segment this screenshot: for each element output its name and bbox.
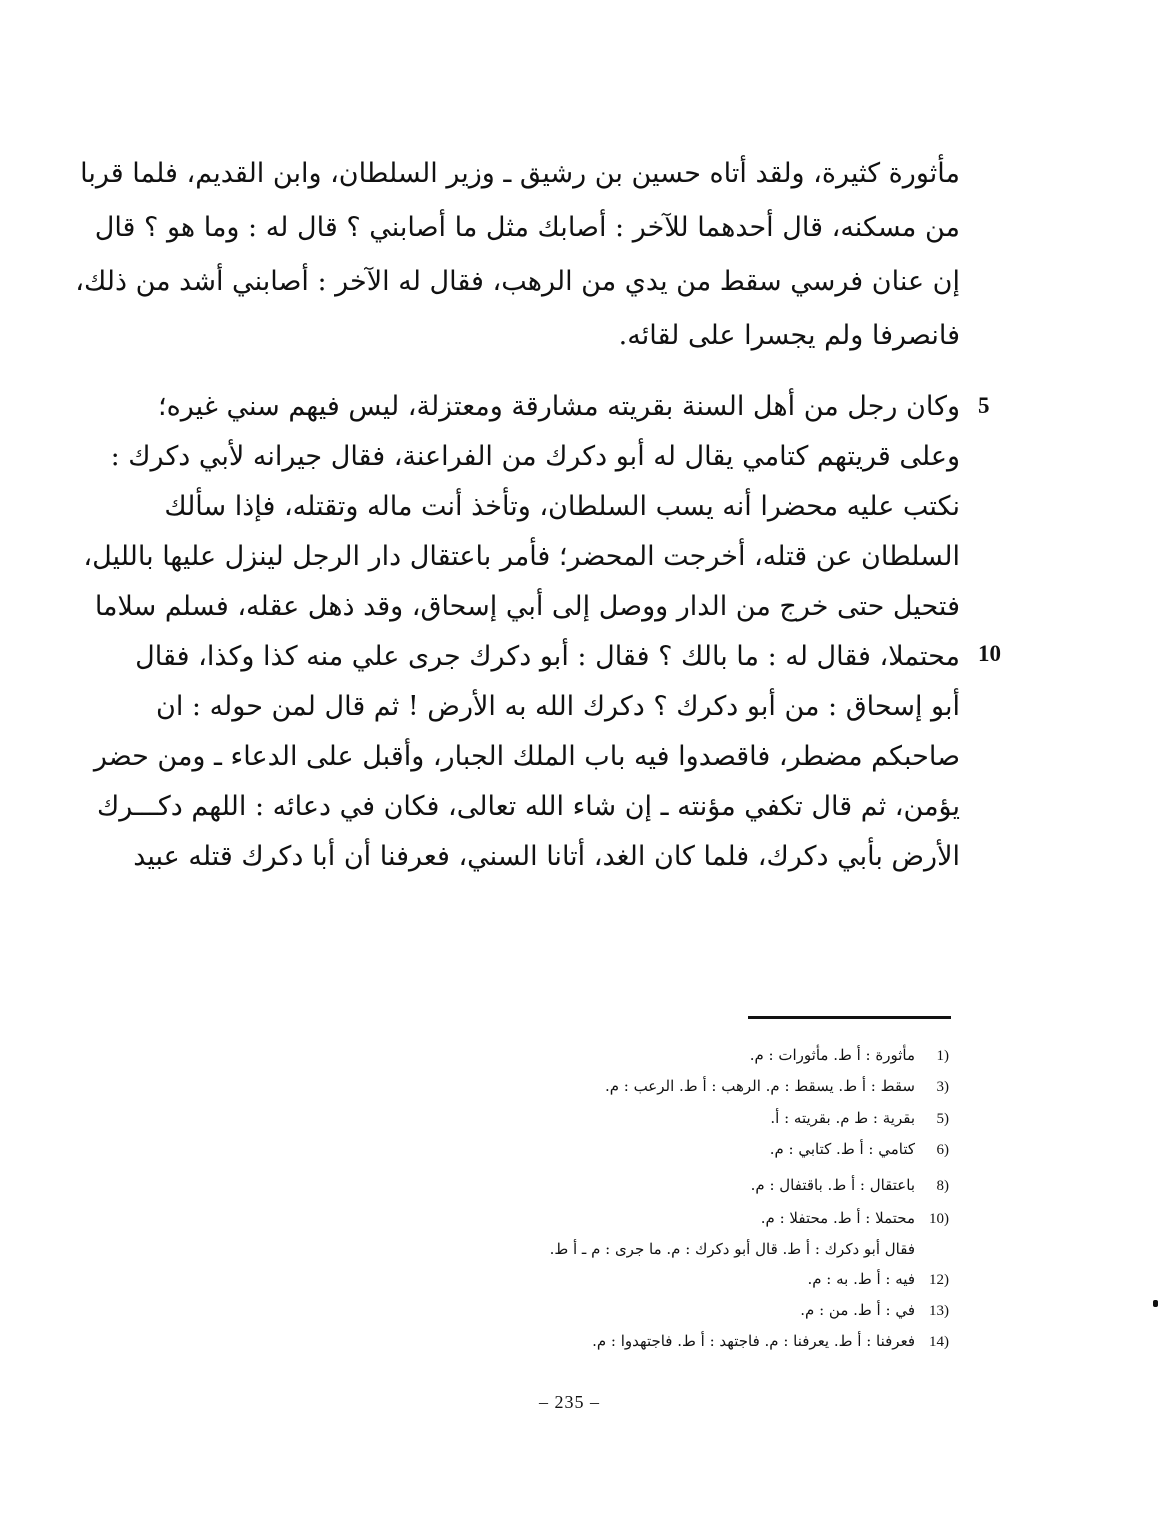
paragraph-2 [83, 380, 960, 880]
footnote-number: 6) [936, 1142, 949, 1158]
footnote [550, 1238, 949, 1260]
line-number-5: 5 [978, 393, 990, 418]
text-line: يؤمن، ثم قال تكفي مؤنته ـ إن شاء الله تعالى، فكان في دعائه : اللهم دكـــرك [96, 791, 960, 822]
footnote [800, 1299, 949, 1322]
footnote-text: بقرية : ط م. بقريته : أ. [770, 1109, 915, 1127]
text-line: نكتب عليه محضرا أنه يسب السلطان، وتأخذ أنت ماله وتقتله، فإذا سألك [164, 491, 960, 522]
footnote-number: 14) [929, 1334, 949, 1350]
footnote-number: 3) [936, 1079, 949, 1095]
footnote-number: 8) [936, 1178, 949, 1194]
text-line: مأثورة كثيرة، ولقد أتاه حسين بن رشيق ـ وزير السلطان، وابن القديم، فلما قربا [80, 158, 960, 189]
line-number-10: 10 [978, 641, 1001, 666]
footnote-text: فيه : أ ط. به : م. [807, 1270, 915, 1288]
text-line: إن عنان فرسي سقط من يدي من الرهب، فقال له الآخر : أصابني أشد من ذلك، [75, 266, 960, 297]
footnote [750, 1044, 949, 1067]
footnote [605, 1075, 949, 1098]
text-line: من مسكنه، قال أحدهما للآخر : أصابك مثل ما أصابني ؟ قال له : وما هو ؟ قال [94, 212, 960, 243]
text-line: فتحيل حتى خرج من الدار ووصل إلى أبي إسحاق، وقد ذهل عقله، فسلم سلاما [94, 591, 960, 622]
text-line: صاحبكم مضطر، فاقصدوا فيه باب الملك الجبار، وأقبل على الدعاء ـ ومن حضر [93, 741, 960, 772]
footnote-text: سقط : أ ط. يسقط : م. الرهب : أ ط. الرعب : م. [604, 1077, 915, 1095]
page-number: – 235 – [539, 1392, 600, 1412]
text-line: وكان رجل من أهل السنة بقريته مشارقة ومعتزلة، ليس فيهم سني غيره؛ [158, 391, 960, 422]
text-line: السلطان عن قتله، أخرجت المحضر؛ فأمر باعتقال دار الرجل لينزل عليها بالليل، [83, 541, 960, 572]
footnote-rule [748, 1016, 951, 1019]
footnote [770, 1138, 949, 1161]
text-line: فانصرفا ولم يجسرا على لقائه. [618, 320, 960, 351]
text-line: الأرض بأبي دكرك، فلما كان الغد، أتانا السني، فعرفنا أن أبا دكرك قتله عبيد [133, 841, 960, 872]
footnote-text: كتامي : أ ط. كتابي : م. [769, 1140, 915, 1158]
footnote [761, 1207, 949, 1230]
footnote-text: باعتقال : أ ط. باقتفال : م. [750, 1176, 915, 1194]
footnote-text: فقال أبو دكرك : أ ط. قال أبو دكرك : م. ما جرى : م ـ أ ط. [549, 1240, 915, 1258]
footnote-number: 13) [929, 1303, 949, 1319]
footnote-number: 12) [929, 1272, 949, 1288]
footnote-number: 10) [929, 1211, 949, 1227]
footnote [770, 1107, 949, 1130]
footnote-text: في : أ ط. من : م. [800, 1301, 915, 1319]
footnote-number: 1) [936, 1048, 949, 1064]
footnote [807, 1268, 949, 1291]
footnote-text: مأثورة : أ ط. مأثورات : م. [749, 1046, 915, 1064]
footnote-text: فعرفنا : أ ط. يعرفنا : م. فاجتهد : أ ط. فاجتهدوا : م. [592, 1332, 915, 1350]
paragraph-1 [75, 147, 960, 363]
text-line: أبو إسحاق : من أبو دكرك ؟ دكرك الله به الأرض ! ثم قال لمن حوله : ان [155, 691, 960, 722]
text-line: محتملا، فقال له : ما بالك ؟ فقال : أبو دكرك جرى علي منه كذا وكذا، فقال [135, 641, 960, 672]
text-line: وعلى قريتهم كتامي يقال له أبو دكرك من الفراعنة، فقال جيرانه لأبي دكرك : [110, 441, 960, 472]
footnote [751, 1174, 949, 1197]
footnote-text: محتملا : أ ط. محتفلا : م. [760, 1209, 915, 1227]
scan-speck [1153, 1300, 1158, 1307]
footnote [592, 1330, 949, 1353]
footnote-number: 5) [936, 1111, 949, 1127]
